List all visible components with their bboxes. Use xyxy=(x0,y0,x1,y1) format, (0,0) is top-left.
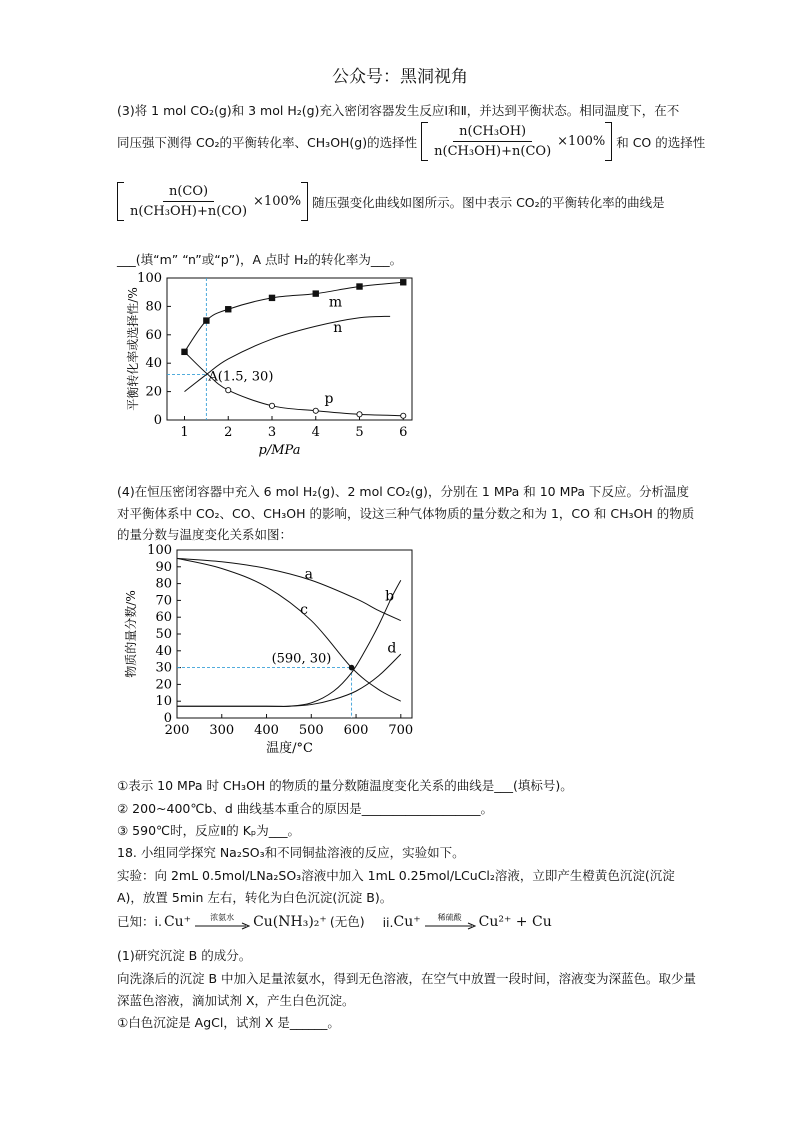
y-tick-label: 20 xyxy=(145,384,162,400)
series-p-label: p xyxy=(324,390,334,407)
x-tick-label: 1 xyxy=(180,425,189,440)
x-tick-label: 4 xyxy=(311,425,320,440)
x-tick-label: 5 xyxy=(355,425,364,440)
eq2-condition: 稀硫酸 xyxy=(437,913,462,922)
q18-p1: (1)研究沉淀 B 的成分。 xyxy=(117,948,252,963)
eq2-left: Cu⁺ xyxy=(393,914,421,930)
y-axis-label: 平衡转化率或选择性/% xyxy=(126,287,140,411)
y-tick-label: 10 xyxy=(155,694,172,710)
series-p-marker xyxy=(269,403,274,408)
q3-line2b: 和 CO 的选择性 xyxy=(616,134,706,150)
y-tick-label: 90 xyxy=(155,559,172,575)
series-d-label: d xyxy=(387,640,397,657)
q3-line1: (3)将 1 mol CO₂(g)和 3 mol H₂(g)充入密闭容器发生反应Ⅰ和Ⅱ，并达到平衡状态。相同温度下，在不 xyxy=(117,103,680,118)
x-axis-label: 温度/°C xyxy=(266,741,313,756)
x-tick-label: 300 xyxy=(209,723,235,738)
eq2-right: Cu²⁺ + Cu xyxy=(478,914,552,930)
point-a-label: A(1.5, 30) xyxy=(208,369,274,385)
q18-p2: 向洗涤后的沉淀 B 中加入足量浓氨水，得到无色溶液，在空气中放置一段时间，溶液变为深蓝色。取少量 xyxy=(117,971,697,986)
x-tick-label: 3 xyxy=(267,425,277,440)
x-axis-label: p/MPa xyxy=(258,443,301,458)
eq1-condition: 浓氨水 xyxy=(210,913,235,922)
q4-line3: 的量分数与温度变化关系如图： xyxy=(117,527,293,542)
x-tick-label: 6 xyxy=(399,425,408,440)
q3-line3-text: 随压强变化曲线如图所示。图中表示 CO₂的平衡转化率的曲线是 xyxy=(312,194,665,210)
frac2-numerator: n(CO) xyxy=(163,184,214,202)
y-tick-label: 70 xyxy=(155,593,172,609)
chart1-group xyxy=(125,271,412,458)
series-a-line xyxy=(177,558,401,620)
q4-sub1: ①表示 10 MPa 时 CH₃OH 的物质的量分数随温度变化关系的曲线是___(填标号)。 xyxy=(117,778,573,793)
y-tick-label: 80 xyxy=(145,299,162,315)
series-p-marker xyxy=(226,388,231,393)
y-tick-label: 40 xyxy=(155,643,172,659)
q4-sub3: ③ 590℃时，反应Ⅱ的 Kₚ为___。 xyxy=(117,823,301,838)
y-tick-label: 60 xyxy=(155,610,172,626)
series-p-marker xyxy=(401,413,406,418)
frac1-denominator: n(CH₃OH)+n(CO) xyxy=(434,144,552,159)
series-m-marker xyxy=(203,317,209,323)
x-tick-label: 700 xyxy=(388,723,414,738)
q18-line3: A)，放置 5min 左右，转化为白色沉淀(沉淀 B)。 xyxy=(117,890,393,905)
series-n-label: n xyxy=(333,319,343,336)
x-tick-label: 400 xyxy=(254,723,279,738)
series-b-line xyxy=(177,580,401,706)
known-equations xyxy=(117,904,552,930)
plot-frame xyxy=(167,278,412,420)
selectivity-formula-ch3oh xyxy=(421,122,612,161)
arrow-icon xyxy=(194,922,250,930)
times100: ×100% xyxy=(557,134,606,149)
eq1-note: (无色) xyxy=(329,914,365,929)
series-p-marker xyxy=(313,408,318,413)
q4-sub2: ② 200~400℃b、d 曲线基本重合的原因是___________________。 xyxy=(117,801,494,816)
eq2-label: ii. xyxy=(382,915,394,930)
y-tick-label: 50 xyxy=(155,627,172,642)
series-p-marker xyxy=(357,412,362,417)
x-tick-label: 2 xyxy=(224,425,233,440)
q3-line2a: 同压强下测得 CO₂的平衡转化率、CH₃OH(g)的选择性 xyxy=(117,134,418,150)
selectivity-formula-co xyxy=(117,182,308,221)
y-tick-label: 0 xyxy=(163,711,172,726)
q3-line4: ___(填“m” “n”或“p”)，A 点时 H₂的转化率为___。 xyxy=(117,252,403,267)
frac1-numerator: n(CH₃OH) xyxy=(453,124,532,142)
y-axis-label: 物质的量分数/% xyxy=(124,590,138,678)
temperature-chart xyxy=(115,540,425,768)
q18-p4: ①白色沉淀是 AgCl，试剂 X 是______。 xyxy=(117,1015,340,1030)
q4-line2: 对平衡体系中 CO₂、CO、CH₃OH 的影响，设这三种气体物质的量分数之和为 1，CO 和 CH₃OH 的物质 xyxy=(117,506,695,521)
q3-line2 xyxy=(117,122,705,161)
eq2-arrow xyxy=(424,913,476,930)
y-tick-label: 20 xyxy=(155,677,172,693)
series-b-label: b xyxy=(385,588,395,605)
series-m-marker xyxy=(225,306,231,312)
q3-line3 xyxy=(117,182,665,221)
times100-2: ×100% xyxy=(253,194,302,209)
pressure-chart xyxy=(115,266,425,464)
x-tick-label: 200 xyxy=(164,723,190,738)
y-tick-label: 80 xyxy=(155,576,172,592)
watermark-header: 公众号：黑洞视角 xyxy=(332,67,468,87)
y-tick-label: 40 xyxy=(145,356,162,372)
y-tick-label: 100 xyxy=(147,543,172,558)
frac2-denominator: n(CH₃OH)+n(CO) xyxy=(130,204,248,219)
series-m-marker xyxy=(313,290,319,296)
y-tick-label: 100 xyxy=(137,271,162,286)
y-tick-label: 60 xyxy=(145,327,162,343)
known-label: 已知：i. xyxy=(117,914,162,929)
series-c-line xyxy=(177,558,401,701)
eq1-right: Cu(NH₃)₂⁺ xyxy=(253,914,327,930)
q18-p3: 深蓝色溶液，滴加试剂 X，产生白色沉淀。 xyxy=(117,993,355,1008)
series-m-marker xyxy=(269,295,275,301)
series-m-label: m xyxy=(328,294,343,311)
eq1-arrow xyxy=(194,913,250,930)
y-tick-label: 30 xyxy=(155,660,172,676)
intersection-point xyxy=(349,665,355,671)
series-m-marker xyxy=(356,283,362,289)
series-c-label: c xyxy=(300,601,308,618)
series-a-label: a xyxy=(304,566,313,583)
eq1-left: Cu⁺ xyxy=(163,914,192,930)
intersection-label: (590, 30) xyxy=(271,651,332,667)
arrow-icon xyxy=(424,922,476,930)
q4-line1: (4)在恒压密闭容器中充入 6 mol H₂(g)、2 mol CO₂(g)，分别在 1 MPa 和 10 MPa 下反应。分析温度 xyxy=(117,484,689,499)
series-m-marker xyxy=(400,279,406,285)
q18-line1: 18. 小组同学探究 Na₂SO₃和不同铜盐溶液的反应，实验如下。 xyxy=(117,845,465,860)
x-tick-label: 600 xyxy=(343,723,369,738)
y-tick-label: 0 xyxy=(153,413,162,428)
q18-line2: 实验：向 2mL 0.5mol/LNa₂SO₃溶液中加入 1mL 0.25mol/LCuCl₂溶液，立即产生橙黄色沉淀(沉淀 xyxy=(117,868,675,883)
chart2-group xyxy=(123,543,413,756)
x-tick-label: 500 xyxy=(298,723,324,738)
